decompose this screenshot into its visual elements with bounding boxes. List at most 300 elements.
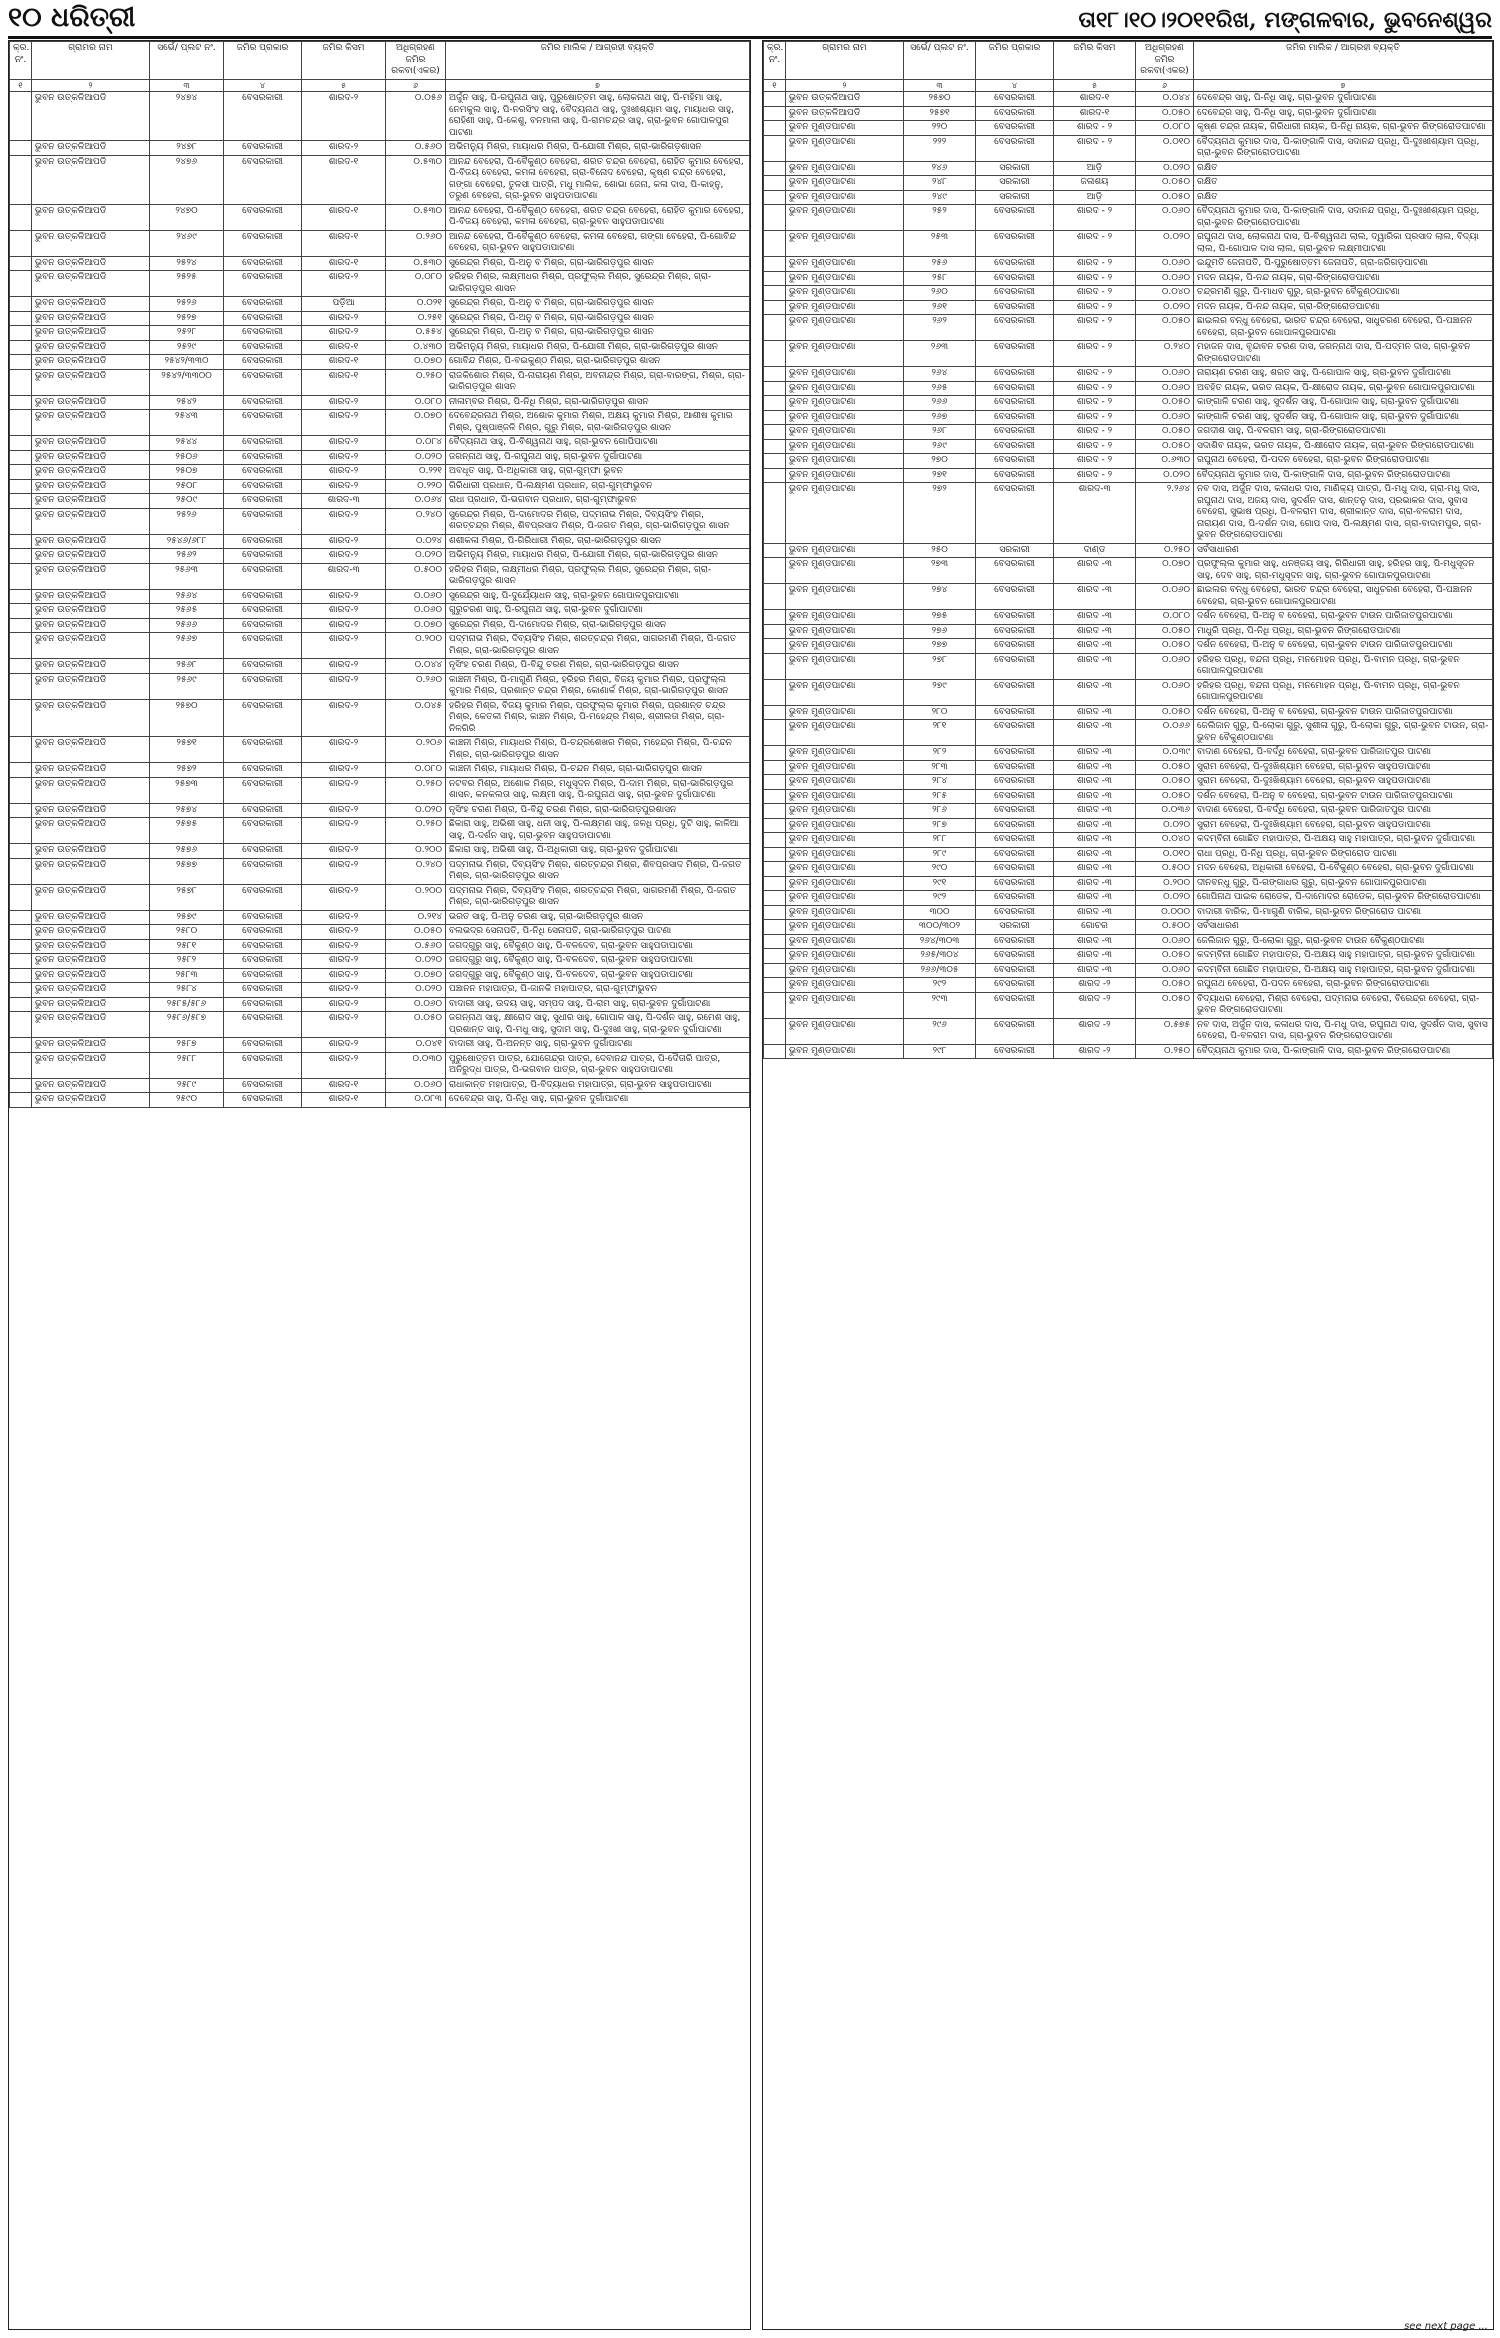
plot-cell: ୨୫୦୭ bbox=[150, 465, 224, 480]
kisam-cell: ଶାରଦ-୧ bbox=[302, 204, 386, 230]
village-cell: ଭୁବନ ଉତ୍କଳିଆପଡି bbox=[32, 858, 150, 884]
plot-cell: ୨୯୬ bbox=[904, 1018, 976, 1044]
area-cell: ୦.୨୪୦ bbox=[1136, 341, 1194, 367]
area-cell: ୦.୨୨୦ bbox=[386, 479, 446, 494]
table-row bbox=[10, 465, 750, 480]
plot-cell: ୨୫୮୧ bbox=[150, 939, 224, 954]
village-cell: ଭୁବନ ଉତ୍କଳିଆପଡି bbox=[32, 563, 150, 589]
plot-cell: ୨୫୮୫/୫୮୬ bbox=[150, 997, 224, 1012]
kisam-cell: ଶାରଦ-୧ bbox=[302, 340, 386, 355]
area-cell: ୦.୫୫୪ bbox=[386, 326, 446, 341]
table-row bbox=[10, 803, 750, 818]
owner-cell: ବିଦ୍ୟାଧର ବେହେରା, ମିଶ୍ରା ବେହେରା, ପଦ୍ମନାଭ ବେହେରା, ବିରେନ୍ଦ୍ର ବେହେରା, ଗ୍ରା-ଭୁବନ ରିଙ୍ଗରୋଡପାଟଣା bbox=[1194, 992, 1493, 1018]
village-cell: ଭୁବନ ମୁଣ୍ଡପାଟଣା bbox=[786, 963, 904, 978]
owner-cell: ପଦ୍ମନାଭ ମିଶ୍ର, ଦିବ୍ୟସିଂହ ମିଶ୍ର, ଶରତ୍ଚନ୍ଦ୍ର ମିଶ୍ର, ଶିବପ୍ରସାଦ ମିଶ୍ର, ପି-ଜଗତ ମିଶ୍ର, ଗ୍ରା-ଭାରିଗଡ଼ପୁର ଶାସନ bbox=[446, 858, 750, 884]
land-type-cell: ବେସରକାରୀ bbox=[976, 653, 1054, 679]
table-row bbox=[764, 205, 1493, 231]
area-cell: ୦.୫୩୦ bbox=[386, 256, 446, 271]
land-type-cell: ବେସରକାରୀ bbox=[976, 381, 1054, 396]
village-cell: ଭୁବନ ମୁଣ୍ଡପାଟଣା bbox=[786, 439, 904, 454]
serial-cell bbox=[764, 720, 786, 746]
land-type-cell: ବେସରକାରୀ bbox=[224, 858, 302, 884]
kisam-cell: ଶାରଦ -୩ bbox=[1054, 789, 1136, 804]
area-cell: ୦.୦୫୦ bbox=[1136, 624, 1194, 639]
owner-cell: ପଞ୍ଚାନନ ମହାପାତ୍ର, ପି-ଜାନକି ମହାପାତ୍ର, ଗ୍ରା-ଗୁମ୍ଫାଭୁବନ bbox=[446, 983, 750, 998]
header-plot: ସର୍ଭେ/ ପ୍ଲଟ ନଂ. bbox=[150, 42, 224, 80]
serial-cell bbox=[10, 968, 32, 983]
kisam-cell: ଶାରଦ-୨ bbox=[302, 92, 386, 141]
serial-cell bbox=[764, 992, 786, 1018]
area-cell: ୦.୦୨୦ bbox=[1136, 231, 1194, 257]
serial-cell bbox=[764, 963, 786, 978]
table-row bbox=[10, 479, 750, 494]
land-type-cell: ବେସରକାରୀ bbox=[976, 963, 1054, 978]
village-cell: ଭୁବନ ମୁଣ୍ଡପାଟଣା bbox=[786, 653, 904, 679]
owner-cell: ଅବହିତ ନାୟକ, ଭରତ ନାୟକ, ପି-କ୍ଷୀରୋଦ ନାୟକ, ଗ୍ରା-ଭୁବନ ଗୋପାଳପୁରପାଟଣା bbox=[1194, 381, 1493, 396]
kisam-cell: ଶାରଦ-୩ bbox=[302, 563, 386, 589]
village-cell: ଭୁବନ ଉତ୍କଳିଆପଡି bbox=[32, 803, 150, 818]
village-cell: ଭୁବନ ମୁଣ୍ଡପାଟଣା bbox=[786, 176, 904, 191]
village-cell: ଭୁବନ ମୁଣ୍ଡପାଟଣା bbox=[786, 1018, 904, 1044]
village-cell: ଭୁବନ ଉତ୍କଳିଆପଡି bbox=[786, 92, 904, 107]
plot-cell: ୨୫୨୯ bbox=[150, 340, 224, 355]
village-cell: ଭୁବନ ମୁଣ୍ଡପାଟଣା bbox=[786, 558, 904, 584]
header-village: ଗ୍ରାମର ନାମ bbox=[786, 42, 904, 80]
kisam-cell: ଶାରଦ - ୨ bbox=[1054, 439, 1136, 454]
plot-cell: ୨୫୭୧ bbox=[150, 737, 224, 763]
serial-cell bbox=[764, 558, 786, 584]
kisam-cell: ଶାରଦ-୨ bbox=[302, 410, 386, 436]
owner-cell: ଦେବେନ୍ଦ୍ର ସାହୁ, ପି-ନିଧି ସାହୁ, ଗ୍ରା-ଭୁବନ ଦୁର୍ଗାପାଟଣା bbox=[1194, 92, 1493, 107]
serial-cell bbox=[764, 367, 786, 382]
area-cell: ୦.୦୨୦ bbox=[1136, 818, 1194, 833]
area-cell: ୦.୦୨୦ bbox=[386, 549, 446, 564]
owner-cell: ଛିକାରା ସାହୁ, ଅଭିଶୀ ସାହୁ, ଧନୀ ସାହୁ, ପି-ଲକ୍ଷ୍ମଣ ସାହୁ, ଜଳଧି ପ୍ରଧି, ଦୁଟି ସାହୁ, କାଳିଆ ସାହୁ, ପି-ଦର୍ଶନ ସାହୁ, ଗ୍ରା-ଭୁବନ ସାହୁପଡାପାଟଣା bbox=[446, 818, 750, 844]
village-cell: ଭୁବନ ମୁଣ୍ଡପାଟଣା bbox=[786, 367, 904, 382]
owner-cell: ଜଗଦ୍ଗୁରୁ ସାହୁ, ବୈକୁଣ୍ଠ ସାହୁ, ପି-ବଳଦେବ, ଗ୍ରା-ଭୁବନ ସାହୁପଡାପାଟଣା bbox=[446, 968, 750, 983]
kisam-cell: ଶାରଦ-୩ bbox=[1054, 483, 1136, 544]
plot-cell: ୨୫୮୦ bbox=[150, 925, 224, 940]
land-type-cell: ବେସରକାରୀ bbox=[224, 1052, 302, 1078]
plot-cell: ୨୫୮୩ bbox=[150, 968, 224, 983]
kisam-cell: ଆଡ଼ି bbox=[1054, 161, 1136, 176]
area-cell: ୦.୦୫୦ bbox=[1136, 396, 1194, 411]
village-cell: ଭୁବନ ଉତ୍କଳିଆପଡି bbox=[32, 604, 150, 619]
village-cell: ଭୁବନ ଉତ୍କଳିଆପଡି bbox=[32, 1093, 150, 1108]
serial-cell bbox=[764, 410, 786, 425]
kisam-cell: ଶାରଦ -୩ bbox=[1054, 905, 1136, 920]
area-cell: ୦.୨୦୦ bbox=[1136, 876, 1194, 891]
owner-cell: ସଦାଶିବ ନାୟକ, ଭରତ ନାୟକ, ପି-କ୍ଷୀରୋଦ ନାୟକ, ଗ୍ରା-ଭୁବନ ରିଙ୍ଗରୋଡପାଟଣା bbox=[1194, 439, 1493, 454]
area-cell: ୦.୦୭୦ bbox=[386, 410, 446, 436]
kisam-cell: ଶାରଦ-୨ bbox=[302, 618, 386, 633]
land-type-cell: ବେସରକାରୀ bbox=[224, 925, 302, 940]
village-cell: ଭୁବନ ଉତ୍କଳିଆପଡି bbox=[32, 340, 150, 355]
area-cell: ୦.୦୬୦ bbox=[1136, 963, 1194, 978]
area-cell: ୦.୦୪୫ bbox=[386, 699, 446, 737]
kisam-cell: ଶାରଦ-୨ bbox=[302, 1012, 386, 1038]
kisam-cell: ଶାରଦ-୨ bbox=[302, 699, 386, 737]
plot-cell: ୨୫୪୪ bbox=[150, 436, 224, 451]
village-cell: ଭୁବନ ଉତ୍କଳିଆପଡି bbox=[32, 954, 150, 969]
land-type-cell: ବେସରକାରୀ bbox=[976, 1044, 1054, 1059]
table-row bbox=[764, 300, 1493, 315]
header-owner: ଜମିର ମାଲିକ / ଆଗ୍ରହୀ ବ୍ୟକ୍ତି bbox=[446, 42, 750, 80]
land-type-cell: ବେସରକାରୀ bbox=[976, 584, 1054, 610]
land-type-cell: ବେସରକାରୀ bbox=[976, 439, 1054, 454]
serial-cell bbox=[764, 760, 786, 775]
area-cell: ୦.୫୦୦ bbox=[1136, 920, 1194, 935]
owner-cell: ନବ ଦାସ, ଅର୍ଜୁନ ଦାସ, କଳାଧର ଦାସ, ମାଣିକ୍ୟ ପାତ୍ର, ପି-ମଧୁ ଦାସ, ଗ୍ରା-ମଧୁ ଦାସ, ରଘୁନାଥ ଦାସ, ଅଜୟ ଦାସ, ସୁଦର୍ଶନ ଦାସ, ଶାନ୍ତନୁ ଦାସ, ପ୍ରଭାକର ଦାସ, ସୁବାସ ବେହେରା, ସୁଭାଷ ପ୍ରଧି, ପି-ବଳରାମ ଦାସ, ଶ୍ରୀକାନ୍ତ ଦାସ, ଗ୍ରା-ବଳରାମ ଦାସ, ନାରାୟଣ ଦାସ, ପି-ଦର୍ଶନ ଦାସ, ଗୋପ ଦାସ, ପି-ଲକ୍ଷ୍ମଣ ଦାସ, ଗ୍ରା-ବାଦାମପୁର, ଗ୍ରା-ଭୁବନ ରିଙ୍ଗରୋଡପାଟଣା bbox=[1194, 483, 1493, 544]
table-row bbox=[10, 954, 750, 969]
area-cell: ୦.୪୩୦ bbox=[386, 340, 446, 355]
plot-cell: ୨୫୨୫ bbox=[150, 271, 224, 297]
serial-cell bbox=[10, 803, 32, 818]
col-number: ୩ bbox=[904, 79, 976, 92]
header-plot: ସର୍ଭେ/ ପ୍ଲଟ ନଂ. bbox=[904, 42, 976, 80]
kisam-cell: ଶାରଦ-୧ bbox=[302, 369, 386, 395]
owner-cell: ଗିରିଧାରୀ ପ୍ରଧାନ, ପି-ଲକ୍ଷ୍ମଣ ପ୍ରଧାନ, ଗ୍ରା-ଗୁମ୍ଫାଭୁବନ bbox=[446, 479, 750, 494]
owner-cell: ଗୁରୁଚରଣ ସାହୁ, ପି-ରଘୁନାଥ ସାହୁ, ଗ୍ରା-ଭୁବନ ଦୁର୍ଗାପାଟଣା bbox=[446, 604, 750, 619]
area-cell: ୦.୨୦୬ bbox=[386, 737, 446, 763]
table-row bbox=[10, 230, 750, 256]
land-type-cell: ବେସରକାରୀ bbox=[976, 231, 1054, 257]
village-cell: ଭୁବନ ଉତ୍କଳିଆପଡି bbox=[32, 939, 150, 954]
land-type-cell: ବେସରକାରୀ bbox=[224, 271, 302, 297]
kisam-cell: ଶାରଦ - ୨ bbox=[1054, 135, 1136, 161]
area-cell: ୦.୨୫୦ bbox=[386, 818, 446, 844]
land-type-cell: ସରକାରୀ bbox=[976, 920, 1054, 935]
plot-cell: ୨୭୨ bbox=[904, 483, 976, 544]
table-row bbox=[764, 789, 1493, 804]
owner-cell: ଜଗନ୍ନାଥ ସାହୁ, ପି-ରଘୁନାଥ ସାହୁ, ଗ୍ରା-ଭୁବନ ଦୁର୍ଗାପାଟଣା bbox=[446, 450, 750, 465]
plot-cell: ୨୭୦ bbox=[904, 454, 976, 469]
table-row bbox=[764, 934, 1493, 949]
owner-cell: କୃଷ୍ଣ ଚନ୍ଦ୍ର ନାୟକ, ଗିରିଧାରୀ ନାୟକ, ପି-ନିଧି ନାୟକ, ଗ୍ରା-ଭୁବନ ରିଙ୍ଗରୋଡପାଟଣା bbox=[1194, 121, 1493, 136]
table-row bbox=[764, 425, 1493, 440]
land-type-cell: ବେସରକାରୀ bbox=[224, 803, 302, 818]
area-cell: ୦.୦୬୪ bbox=[386, 494, 446, 509]
area-cell: ୦.୫୬୦ bbox=[386, 141, 446, 156]
plot-cell: ୨୬୩ bbox=[904, 341, 976, 367]
kisam-cell: ଶାରଦ-୨ bbox=[302, 633, 386, 659]
kisam-cell: ଶାରଦ -୩ bbox=[1054, 775, 1136, 790]
serial-cell bbox=[10, 494, 32, 509]
kisam-cell: ଶାରଦ -୩ bbox=[1054, 963, 1136, 978]
plot-cell: ୨୮୫ bbox=[904, 789, 976, 804]
village-cell: ଭୁବନ ଉତ୍କଳିଆପଡି bbox=[786, 106, 904, 121]
kisam-cell: ଶାରଦ-୨ bbox=[302, 939, 386, 954]
area-cell: ୦.୫୦୦ bbox=[1136, 862, 1194, 877]
col-number: ୫ bbox=[1054, 79, 1136, 92]
serial-cell bbox=[10, 925, 32, 940]
village-cell: ଭୁବନ ଉତ୍କଳିଆପଡି bbox=[32, 1052, 150, 1078]
owner-cell: ଚନ୍ଦ୍ରମଣି ଗୁରୁ, ପି-ମାଧବ ଗୁରୁ, ଗ୍ରା-ଭୁବନ ବୈକୁଣ୍ଠପାଟଣା bbox=[1194, 286, 1493, 301]
land-acquisition-table-right bbox=[763, 41, 1493, 1059]
land-type-cell: ବେସରକାରୀ bbox=[976, 367, 1054, 382]
plot-cell: ୨୯୧ bbox=[904, 876, 976, 891]
kisam-cell: ଶାରଦ -୩ bbox=[1054, 847, 1136, 862]
land-type-cell: ବେସରକାରୀ bbox=[976, 341, 1054, 367]
land-type-cell: ବେସରକାରୀ bbox=[224, 818, 302, 844]
kisam-cell: ଶାରଦ-୨ bbox=[302, 910, 386, 925]
table-row bbox=[764, 121, 1493, 136]
owner-cell: ବାଦାରୀ ବାରିକ, ପି-ମାଗୁଣି ବାରିକ, ଗ୍ରା-ଭୁବନ ରିଙ୍ଗରୋଡ ପାଟଣା bbox=[1194, 905, 1493, 920]
owner-cell: ନୀଳାମ୍ବର ମିଶ୍ର, ପି-ନିଧି ମିଶ୍ର, ଗ୍ରା-ଭାରିଗଡ଼ପୁର ଶାସନ bbox=[446, 395, 750, 410]
owner-cell: ଛାଇଲର ବନ୍ଧୁ ବେହେରା, ଭାରତ ଚନ୍ଦ୍ର ବେହେରା, ସାଧୁଚରଣ ବେହେରା, ପି-ପଞ୍ଚାନନ ବେହେରା, ଗ୍ରା-ଭୁବନ ଗୋପାଳପୁରପାଟଣା bbox=[1194, 315, 1493, 341]
col-number: ୭ bbox=[1194, 79, 1493, 92]
serial-cell bbox=[764, 891, 786, 906]
serial-cell bbox=[764, 396, 786, 411]
table-row bbox=[10, 563, 750, 589]
village-cell: ଭୁବନ ଉତ୍କଳିଆପଡି bbox=[32, 311, 150, 326]
serial-cell bbox=[764, 135, 786, 161]
land-type-cell: ବେସରକାରୀ bbox=[976, 271, 1054, 286]
owner-cell: ବାଦାରୀ ସାହୁ, ପି-ଅନନ୍ତ ସାହୁ, ଗ୍ରା-ଭୁବନ ଦୁର୍ଗାପାଟଣା bbox=[446, 1038, 750, 1053]
header-serial: କ୍ର. ନଂ. bbox=[764, 42, 786, 80]
land-type-cell: ବେସରକାରୀ bbox=[224, 297, 302, 312]
serial-cell bbox=[764, 454, 786, 469]
kisam-cell: ପଡ଼ିଆ bbox=[302, 297, 386, 312]
table-row bbox=[10, 618, 750, 633]
continued-note: see next page ... bbox=[1404, 2321, 1488, 2332]
area-cell: ୦.୦୮୩ bbox=[386, 1093, 446, 1108]
plot-cell: ୨୫୭୮ bbox=[150, 884, 224, 910]
plot-cell: ୨୫୭୦ bbox=[150, 699, 224, 737]
land-type-cell: ବେସରକାରୀ bbox=[976, 847, 1054, 862]
kisam-cell: ଶାରଦ - ୨ bbox=[1054, 231, 1136, 257]
serial-cell bbox=[10, 910, 32, 925]
village-cell: ଭୁବନ ମୁଣ୍ଡପାଟଣା bbox=[786, 231, 904, 257]
owner-cell: ଆନନ୍ଦ ବେହେରା, ପି-ବୈକୁଣ୍ଠ ବେହେରା, କମଳା ବେହେରା, ଗଙ୍ଗା ବେହେରା, ପି-ଗୋବିନ୍ଦ ବେହେରା, ଗ୍ରା-ଭୁବନ ସାହୁପଡାପାଟଣା bbox=[446, 230, 750, 256]
serial-cell bbox=[764, 818, 786, 833]
kisam-cell: ଶାରଦ - ୨ bbox=[1054, 396, 1136, 411]
kisam-cell: ଶାରଦ -୩ bbox=[1054, 746, 1136, 761]
plot-cell: ୨୨୦ bbox=[904, 121, 976, 136]
owner-cell: ଆନନ୍ଦ ବେହେରା, ପି-ବୈକୁଣ୍ଠ ବେହେରା, ଶରତ ଚନ୍ଦ୍ର ବେହେରା, ରୋହିତ କୁମାର ବେହେରା, ପି-ବିଜୟ ବେହେରା, କମଳା ବେହେରା, ଗ୍ରା-ବିନୋଦ ବେହେରା, କୃଷ୍ଣ ଚନ୍ଦ୍ର ବେହେରା, ଗଙ୍ଗା ବେହେରା, ତୁଳସୀ ପାତ୍ରି, ମଧୁ ମାଲିକ, ଶୋଭା ଜେନା, କଳା ଦାସ, ପି-କାହ୍ନୁ, ତରୁଣ ବେହେରା, ଗ୍ରା-ଭୁବନ ସାହୁପଡାପାଟଣା bbox=[446, 155, 750, 204]
area-cell: ୦.୦୪୪ bbox=[386, 659, 446, 674]
area-cell: ୦.୨୪୦ bbox=[386, 858, 446, 884]
owner-cell: ସୁରେନ୍ଦ୍ର ମିଶ୍ର, ପି-ଅନୁ ବ ମିଶ୍ର, ଗ୍ରା-ଭାରିଗଡ଼ପୁର ଶାସନ bbox=[446, 326, 750, 341]
header-area: ଅଧିଗ୍ରହଣ ଜମିର ରକବା(ଏକର) bbox=[1136, 42, 1194, 80]
right-table-column bbox=[762, 40, 1494, 2330]
plot-cell: ୨୫୪୨ bbox=[150, 395, 224, 410]
table-row bbox=[10, 311, 750, 326]
serial-cell bbox=[10, 155, 32, 204]
kisam-cell: ଶାରଦ-୨ bbox=[302, 436, 386, 451]
village-cell: ଭୁବନ ଉତ୍କଳିଆପଡି bbox=[32, 659, 150, 674]
village-cell: ଭୁବନ ମୁଣ୍ଡପାଟଣା bbox=[786, 992, 904, 1018]
table-row bbox=[764, 231, 1493, 257]
village-cell: ଭୁବନ ମୁଣ୍ଡପାଟଣା bbox=[786, 468, 904, 483]
village-cell: ଭୁବନ ମୁଣ୍ଡପାଟଣା bbox=[786, 720, 904, 746]
land-type-cell: ସରକାରୀ bbox=[976, 176, 1054, 191]
village-cell: ଭୁବନ ଉତ୍କଳିଆପଡି bbox=[32, 508, 150, 534]
serial-cell bbox=[10, 777, 32, 803]
area-cell: ୦.୦୨୦ bbox=[1136, 468, 1194, 483]
serial-cell bbox=[764, 92, 786, 107]
owner-cell: ରାଧାକାନ୍ତ ମହାପାତ୍ର, ପି-ବିଦ୍ୟାଧର ମହାପାତ୍ର, ଗ୍ରା-ଭୁବନ ସାହୁପଡାପାଟଣା bbox=[446, 1078, 750, 1093]
village-cell: ଭୁବନ ମୁଣ୍ଡପାଟଣା bbox=[786, 905, 904, 920]
col-number: ୭ bbox=[446, 79, 750, 92]
village-cell: ଭୁବନ ମୁଣ୍ଡପାଟଣା bbox=[786, 300, 904, 315]
plot-cell: ୨୬୫ bbox=[904, 381, 976, 396]
plot-cell: ୨୬୯ bbox=[904, 439, 976, 454]
serial-cell bbox=[764, 624, 786, 639]
table-row bbox=[764, 410, 1493, 425]
area-cell: ୦.୨୪୦ bbox=[386, 508, 446, 534]
land-type-cell: ବେସରକାରୀ bbox=[224, 844, 302, 859]
kisam-cell: ଶାରଦ-୨ bbox=[302, 465, 386, 480]
serial-cell bbox=[764, 949, 786, 964]
col-number: ୬ bbox=[1136, 79, 1194, 92]
village-cell: ଭୁବନ ମୁଣ୍ଡପାଟଣା bbox=[786, 286, 904, 301]
land-type-cell: ବେସରକାରୀ bbox=[976, 905, 1054, 920]
kisam-cell: ଶାରଦ - ୨ bbox=[1054, 300, 1136, 315]
land-type-cell: ବେସରକାରୀ bbox=[224, 311, 302, 326]
plot-cell: ୨୮୯ bbox=[904, 847, 976, 862]
land-type-cell: ବେସରକାରୀ bbox=[976, 978, 1054, 993]
plot-cell: ୨୫୮୬/୫୮୭ bbox=[150, 1012, 224, 1038]
plot-cell: ୨୫୬୯ bbox=[150, 673, 224, 699]
serial-cell bbox=[764, 584, 786, 610]
kisam-cell: ଶାରଦ-୧ bbox=[302, 1078, 386, 1093]
plot-cell: ୨୫୨୬ bbox=[150, 297, 224, 312]
land-type-cell: ବେସରକାରୀ bbox=[224, 1038, 302, 1053]
village-cell: ଭୁବନ ମୁଣ୍ଡପାଟଣା bbox=[786, 584, 904, 610]
table-row bbox=[10, 737, 750, 763]
plot-cell: ୨୭୮ bbox=[904, 653, 976, 679]
table-row bbox=[764, 679, 1493, 705]
table-row bbox=[10, 436, 750, 451]
village-cell: ଭୁବନ ମୁଣ୍ଡପାଟଣା bbox=[786, 1044, 904, 1059]
owner-cell: ଦେବେନ୍ଦ୍ର ସାହୁ, ପି-ନିଧି ସାହୁ, ଗ୍ରା-ଭୁବନ ଦୁର୍ଗାପାଟଣା bbox=[1194, 106, 1493, 121]
area-cell: ୦.୦୪୧ bbox=[386, 1038, 446, 1053]
kisam-cell: ଶାରଦ-୧ bbox=[302, 230, 386, 256]
kisam-cell: ଶାରଦ-୨ bbox=[302, 673, 386, 699]
serial-cell bbox=[10, 659, 32, 674]
village-cell: ଭୁବନ ଉତ୍କଳିଆପଡି bbox=[32, 355, 150, 370]
kisam-cell: ଶାରଦ-୨ bbox=[302, 737, 386, 763]
land-type-cell: ବେସରକାରୀ bbox=[224, 508, 302, 534]
plot-cell: ୩୦୦ bbox=[904, 905, 976, 920]
area-cell: ୦.୫୩୦ bbox=[386, 155, 446, 204]
serial-cell bbox=[764, 833, 786, 848]
land-type-cell: ବେସରକାରୀ bbox=[976, 789, 1054, 804]
plot-cell: ୨୬୨ bbox=[904, 315, 976, 341]
kisam-cell: ଶାରଦ -୩ bbox=[1054, 720, 1136, 746]
table-row bbox=[764, 653, 1493, 679]
village-cell: ଭୁବନ ଉତ୍କଳିଆପଡି bbox=[32, 925, 150, 940]
area-cell: ୦.୫୦୦ bbox=[386, 563, 446, 589]
plot-cell: ୨୪୬ bbox=[904, 161, 976, 176]
plot-cell: ୨୫୪୨/୩୩୦ bbox=[150, 355, 224, 370]
area-cell: ୦.୦୫୦ bbox=[386, 1012, 446, 1038]
serial-cell bbox=[764, 746, 786, 761]
area-cell: ୦.୨୫୦ bbox=[386, 777, 446, 803]
owner-cell: ଜଗଦ୍ଗୁରୁ ସାହୁ, ବୈକୁଣ୍ଠ ସାହୁ, ପି-ବଳଦେବ, ଗ୍ରା-ଭୁବନ ସାହୁପଡାପାଟଣା bbox=[446, 939, 750, 954]
owner-cell: ମଦନ ନାୟକ, ପି-ନନ୍ଦ ନାୟକ, ଗ୍ରା-ରିଙ୍ଗରୋଡପାଟଣା bbox=[1194, 300, 1493, 315]
owner-cell: ଶଶୀକଳା ମିଶ୍ର, ପି-ଗିରିଧାରୀ ମିଶ୍ର, ଗ୍ରା-ଭାରିଗଡ଼ପୁର ଶାସନ bbox=[446, 534, 750, 549]
kisam-cell: ଶାରଦ-୧ bbox=[1054, 106, 1136, 121]
table-row bbox=[764, 746, 1493, 761]
table-row bbox=[764, 862, 1493, 877]
land-type-cell: ବେସରକାରୀ bbox=[224, 884, 302, 910]
plot-cell: ୩୦୦/୩୦୨ bbox=[904, 920, 976, 935]
land-type-cell: ବେସରକାରୀ bbox=[224, 563, 302, 589]
area-cell: ୦.୦୫୦ bbox=[1136, 176, 1194, 191]
serial-cell bbox=[10, 549, 32, 564]
kisam-cell: ଶାରଦ - ୨ bbox=[1054, 381, 1136, 396]
owner-cell: ହରିହର ମିଶ୍ର, ବିଜୟ କୁମାର ମିଶ୍ର, ପ୍ରଫୁଲ୍ଲ କୁମାର ମିଶ୍ର, ପ୍ରଶାନ୍ତ ଚନ୍ଦ୍ର ମିଶ୍ର, କେତକୀ ମିଶ୍ର, କାଞ୍ଚନ ମିଶ୍ର, ପି-ମହେନ୍ଦ୍ର ମିଶ୍ର, ଶ୍ରୀଲତା ମିଶ୍ର, ଗ୍ରା-ନିଳଗିରି bbox=[446, 699, 750, 737]
serial-cell bbox=[10, 1012, 32, 1038]
plot-cell: ୨୫୪୩ bbox=[150, 410, 224, 436]
land-type-cell: ବେସରକାରୀ bbox=[224, 1093, 302, 1108]
village-cell: ଭୁବନ ମୁଣ୍ଡପାଟଣା bbox=[786, 161, 904, 176]
serial-cell bbox=[764, 257, 786, 272]
table-row bbox=[10, 983, 750, 998]
land-type-cell: ବେସରକାରୀ bbox=[224, 737, 302, 763]
area-cell: ୦.୦୨୦ bbox=[1136, 161, 1194, 176]
owner-cell: ଭରତ ସାହୁ, ପି-ଅନୁ ଚରଣ ସାହୁ, ଗ୍ରା-ଭାରିଗଡ଼ପୁର ଶାସନ bbox=[446, 910, 750, 925]
land-type-cell: ବେସରକାରୀ bbox=[976, 92, 1054, 107]
plot-cell: ୨୫୭୧ bbox=[904, 106, 976, 121]
serial-cell bbox=[10, 673, 32, 699]
serial-cell bbox=[10, 954, 32, 969]
kisam-cell: ଶାରଦ-୨ bbox=[302, 311, 386, 326]
serial-cell bbox=[764, 205, 786, 231]
village-cell: ଭୁବନ ଉତ୍କଳିଆପଡି bbox=[32, 141, 150, 156]
header-land-type: ଜମିର ପ୍ରକାର bbox=[224, 42, 302, 80]
table-row bbox=[764, 92, 1493, 107]
table-row bbox=[764, 624, 1493, 639]
serial-cell bbox=[764, 775, 786, 790]
table-row bbox=[10, 141, 750, 156]
kisam-cell: ଶାରଦ -୩ bbox=[1054, 653, 1136, 679]
land-type-cell: ବେସରକାରୀ bbox=[976, 454, 1054, 469]
table-row bbox=[764, 833, 1493, 848]
kisam-cell: ଶାରଦ - ୨ bbox=[1054, 257, 1136, 272]
plot-cell: ୨୫୭୩ bbox=[150, 777, 224, 803]
kisam-cell: ଶାରଦ-୩ bbox=[302, 494, 386, 509]
land-type-cell: ବେସରକାରୀ bbox=[224, 369, 302, 395]
village-cell: ଭୁବନ ଉତ୍କଳିଆପଡି bbox=[32, 884, 150, 910]
header-serial: କ୍ର. ନଂ. bbox=[10, 42, 32, 80]
table-row bbox=[764, 978, 1493, 993]
serial-cell bbox=[764, 876, 786, 891]
area-cell: ୦.୦୮୦ bbox=[386, 395, 446, 410]
plot-cell: ୨୯୩ bbox=[904, 992, 976, 1018]
land-type-cell: ବେସରକାରୀ bbox=[976, 992, 1054, 1018]
kisam-cell: ଶାରଦ -୩ bbox=[1054, 679, 1136, 705]
table-row bbox=[10, 763, 750, 778]
owner-cell: ନଟବର ମିଶ୍ର, ଅଶୋକ ମିଶ୍ର, ମଧୁସୂଦନ ମିଶ୍ର, ପି-ଦାମ ମିଶ୍ର, ଗ୍ରା-ଭାରିଗଡ଼ପୁର ଶାସନ, କନକଲତା ସାହୁ, ଲକ୍ଷ୍ମୀ ସାହୁ, ପି-ରଘୁନାଥ ସାହୁ, ଗ୍ରା-ଭୁବନ ଦୁର୍ଗାପାଟଣା bbox=[446, 777, 750, 803]
land-type-cell: ବେସରକାରୀ bbox=[976, 705, 1054, 720]
plot-cell: ୨୮୨ bbox=[904, 746, 976, 761]
plot-cell: ୨୫୬୫ bbox=[150, 604, 224, 619]
area-cell: ୦.୦୨୪ bbox=[386, 534, 446, 549]
kisam-cell: ଶାରଦ-୨ bbox=[302, 141, 386, 156]
owner-cell: ରଘୁନାଥ ବେହେରା, ପି-ପଦନ ବେହେରା, ଗ୍ରା-ଭୁବନ ରିଙ୍ଗରୋଡପାଟଣା bbox=[1194, 454, 1493, 469]
kisam-cell: ଶାରଦ-୧ bbox=[1054, 92, 1136, 107]
owner-cell: ସୁରେନ୍ଦ୍ର ମିଶ୍ର, ପି-ଅନୁ ବ ମିଶ୍ର, ଗ୍ରା-ଭାରିଗଡ଼ପୁର ଶାସନ bbox=[446, 311, 750, 326]
land-type-cell: ବେସରକାରୀ bbox=[976, 315, 1054, 341]
land-type-cell: ବେସରକାରୀ bbox=[224, 968, 302, 983]
plot-cell: ୨୪୭୪ bbox=[150, 92, 224, 141]
land-type-cell: ସରକାରୀ bbox=[976, 543, 1054, 558]
land-type-cell: ବେସରକାରୀ bbox=[976, 610, 1054, 625]
land-type-cell: ବେସରକାରୀ bbox=[976, 760, 1054, 775]
